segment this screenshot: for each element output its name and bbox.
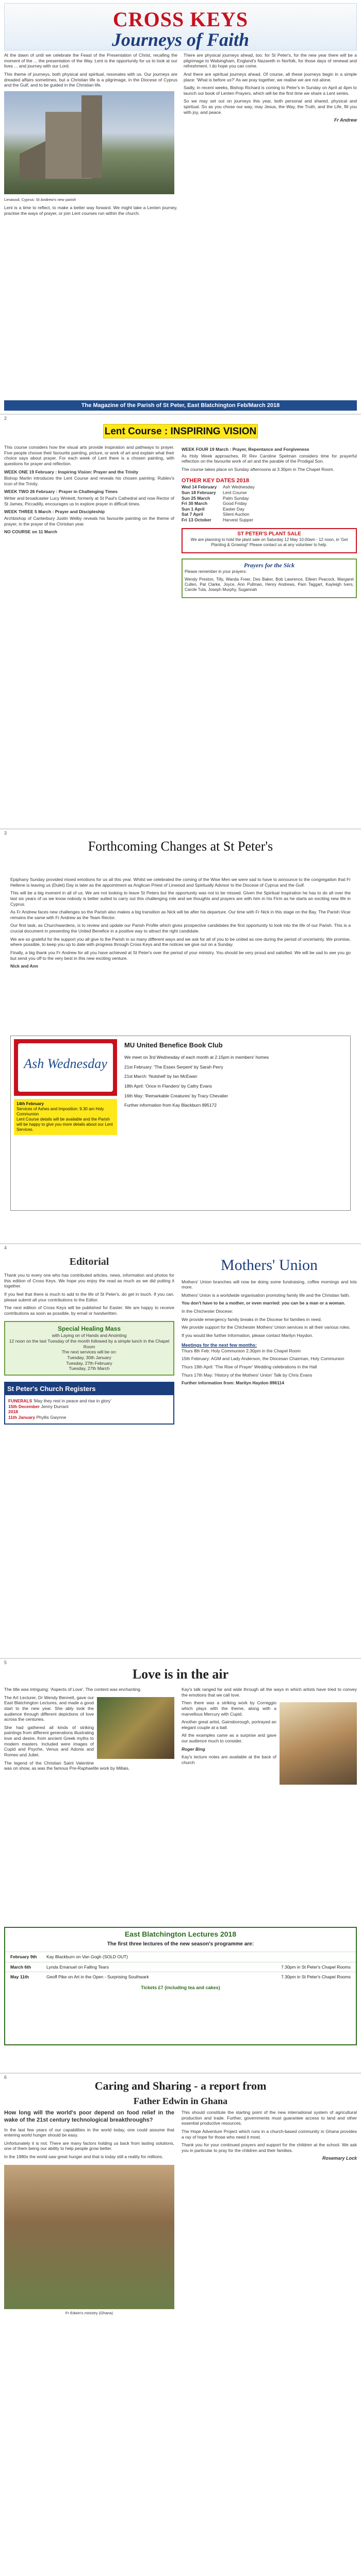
changes-para: Our first task, as Churchwardens, is to review and update our Parish Profile which gives prospective candidates the first opportunity to look into the life of our Parish. This is a crucial document in presenting the United Benefice in a positive way to attract the right candidate. [10, 923, 351, 934]
key-date-row: Fri 13 October Harvest Supper [182, 517, 254, 522]
book-club-list [124, 1055, 269, 1112]
changes-signature: Nick and Ann [10, 963, 38, 969]
lent-intro: This course considers how the visual arts provide inspiration and pathways to prayer. Five people choose their favourite painting, picture, or work of art and explain what their choice says about prayer. For each week of Lent there is a chosen painting, with questions for prayer and reflection. [4, 445, 174, 466]
key-dates-list [182, 484, 357, 522]
lent-right-column [182, 445, 357, 598]
meeting-item: Thurs 17th May: 'History of the Mothers' Union' Talk by Chris Evans [182, 1372, 313, 1378]
healing-mass-title: Special Healing Mass [57, 1325, 121, 1333]
editorial-column [4, 1256, 174, 1425]
week-heading: WEEK FOUR 19 March : Prayer, Repentance and Forgiveness [182, 447, 309, 452]
editorial-para: If you feel that there is much to add to the life of St Peter's, do get in touch. If you can, please submit all your contributions to the Editor. [4, 1291, 174, 1302]
key-date-row: Wed 14 February Ash Wednesday [182, 484, 255, 490]
meeting-item: Thurs 8th Feb: Holy Communion 2.30pm in the Chapel Room [182, 1348, 301, 1353]
course-note: The course takes place on Sunday afternoons at 3.30pm in The Chapel Room. [182, 466, 335, 472]
lectures-subtitle: The first three lectures of the new season's programme are: [107, 1941, 254, 1947]
week-text: Archbishop of Canterbury Justin Welby reveals his favourite painting on the theme of prayer, in the prayer of the Christian year. [4, 515, 174, 527]
lent-left-column [4, 445, 174, 536]
ash-book-box [10, 1036, 351, 1211]
page-5 [0, 1659, 361, 2074]
ghana-title: Caring and Sharing - a report from [94, 2079, 267, 2092]
prayers-names: Wendy Preston, Tilly, Wanda Freer, Des Baker, Bob Lawrence, Eileen Peacock, Margaret Cullen, Pat Clarke, Joyce, Ann Pullman, Henry Andrews, Pam Taggart, Kayleigh Ivers, Carole Tula, Joseph Murphy, Sugannah [185, 577, 354, 592]
ash-wednesday-logo: Ash Wednesday [14, 1039, 117, 1096]
love-left-column: The title was intriguing: 'Aspects of Love'. The content was enchanting. The Art Lecturer, Dr Wendy Bennett, gave our East Blatchington Lectures, and made a good start to the new year. She ably took the audience through different depictions of love across the centuries. She had gathered all kinds of striking paintings from different generations illustrating love and desire, from ancient Greek myths to modern masters. Included were images of Cupid and Psyche, Venus and Adonis and Romeo and Juliet. The legend of the Christian Saint Valentine was on show, as was the famous Pre-Raphaelite work by Millais. [4, 1687, 174, 1774]
mothers-union-column: Mothers' Union Mothers' Union branches will now be doing some fundraising, coffee mornings and lots more. Mothers' Union is a worldwide organisation promoting family life and the Christian faith. You don't have to be a mother, or even married: you can be a man or a woman. In the Chichester Diocese: We provide emergency family breaks in the Diocese for families in need. We provide support for the Chichester Mothers' Union services in all their various roles. If you would like further information, please contact Marilyn Haydon. Meetings for the next few months: Thurs 8th Feb: Holy Communion 2.30pm in the Chapel Room 15th February: AGM and Lady Anderson, the Diocesan Chairman, Holy Communion Thurs 19th April: 'The Rise of Prayer' Wedding celebrations in the Hall Thurs 17th May: 'History of the Mothers' Union' Talk by Chris Evans Further information from: Marilyn Haydon 896114 [182, 1257, 357, 1386]
editorial-para: Thank you to every one who has contributed articles, news, information and photos for this edition of Cross Keys. We hope you enjoy the read as much as we did putting it together. [4, 1273, 174, 1289]
changes-para: Finally, a big thank you Fr Andrew for all you have achieved at St Peter's over the period of your ministry. You should be very proud and satisfied. We will be sad to see you go but send you off to the very best in this new exciting venture. [10, 950, 351, 961]
ghana-left-column: How long will the world's poor depend on food relief in the wake of the 21st century technological breakthroughs? In the last few years of our capabilities in the world today, one could assume that entering world hunger should be easy. Unfortunately it is not. There are many factors holding us back from lasting solutions, one of them being our ability to help people grow better. In the 1980s the world saw great hunger and that is today still a reality for millions. Fr Edwin's ministry (Ghana) [4, 2110, 174, 2315]
right-para-1: There are physical journeys ahead, too: for St Peter's, for the new year there will be a pilgrimage to Walsingham, England's Nazareth in Norfolk, for those days of renewal and refreshment. I do hope you can come. [184, 53, 357, 69]
lecture-row: March 6th Lynda Emanuel on Falling Tears 7.30pm in St Peter's Chapel Rooms [5, 1962, 356, 1972]
page-number: 2 [4, 416, 7, 421]
love-signature: Roger Bing [182, 1746, 205, 1752]
prayers-title: Prayers for the Sick [243, 562, 295, 569]
mothers-union-title: Mothers' Union [221, 1257, 318, 1274]
love-right-column: Kay's talk ranged far and wide through all the ways in which artists have tried to convey the emotions that we call love. Then there was a striking work by Correggio which plays with the theme, along with a marvellous Mercury with Cupid. Another great artist, Gainsborough, portrayed an elegant couple at a ball. All the examples came as a surprise and gave our audience much to consider. Roger Bing Kay's lecture notes are available at the back of church [182, 1687, 357, 1787]
book-club-intro: We meet on 3rd Wednesday of each month at 2.15pm in members' homes [124, 1055, 269, 1060]
changes-title: Forthcoming Changes at St Peter's [88, 839, 273, 854]
mu-contact: Further information from: Marilyn Haydon 896114 [182, 1380, 284, 1386]
book-item: 21st February: 'The Essex Serpent' by Sarah Perry [124, 1064, 223, 1070]
intro-para-1: At the dawn of until we celebrate the Feast of the Presentation of Christ, recalling the moment of the ... the presentation of the Way. Lent is the opportunity for us to look at our lives ... and journey with our Lord. [4, 53, 177, 69]
registers-box: St Peter's Church Registers FUNERALS 'May they rest in peace and rise in glory' 15th December Jenny Durrant 2018 11th January Phyllis Gwynne [4, 1382, 174, 1425]
key-date-row: Sun 1 April Easter Day [182, 506, 245, 512]
signature: Fr Andrew [334, 117, 357, 123]
magazine-title: CROSS KEYS [112, 8, 249, 31]
week-text: As Holy Week approaches, Rt Rev Caroline Spelman considers time for prayerful reflection on the favourite work of art and the parable of the Prodigal Son. [182, 453, 357, 464]
week-text: Writer and broadcaster Lucy Winkett, formerly at St Paul's Cathedral and now Rector of St James, Piccadilly, encourages us to explore prayer in difficult times. [4, 496, 174, 506]
lecture-tickets: Tickets £7 (including tea and cakes) [141, 1985, 220, 1990]
ghana-signature: Rosemary Lock [322, 2156, 357, 2161]
editorial-title: Editorial [69, 1256, 109, 1267]
magazine-subtitle: Journeys of Faith [111, 29, 250, 50]
week-heading: WEEK TWO 26 February : Prayer in Challenging Times [4, 489, 118, 495]
changes-article [10, 877, 351, 972]
healing-mass-box: Special Healing Mass with Laying on of Hands and Anointing 12 noon on the last Tuesday of the month followed by a simple lunch in the Chapel Room The next services will be on: Tuesday, 30th January Tuesday, 27th February Tuesday, 27th March [4, 1321, 174, 1375]
editorial-para: The next edition of Cross Keys will be published for Easter. We are happy to receive contributions as soon as possible, by email or handwritten. [4, 1305, 174, 1316]
lectures-title: East Blatchington Lectures 2018 [124, 1930, 237, 1938]
page-number: 6 [4, 2075, 7, 2080]
lent-course-banner: Lent Course : INSPIRING VISION [103, 424, 258, 438]
prayers-box [182, 558, 357, 598]
right-para-4: So we may set out on journeys this year, both personal and shared, physical and spiritual. So as you chose our way, may Jesus, the Way, the Truth, and the Life, fill you with joy, and peace. [184, 98, 357, 115]
plant-sale-title: ST PETER'S PLANT SALE [237, 531, 301, 537]
page-number: 4 [4, 1245, 7, 1250]
key-date-row: Sun 18 February Lent Course [182, 489, 247, 495]
week-text: Bishop Martin introduces the Lent Course and reveals his chosen painting: Rublev's Icon of the Trinity. [4, 476, 174, 486]
painting-image [97, 1697, 174, 1759]
book-item: 21st March: 'Nutshell' by Ian McEwan [124, 1074, 198, 1079]
registers-title: St Peter's Church Registers [5, 1383, 173, 1395]
photo-caption: Limassol, Cyprus: St Andrew's new parish [4, 197, 76, 202]
key-date-row: Fri 30 March Good Friday [182, 501, 247, 506]
love-title: Love is in the air [132, 1667, 229, 1682]
changes-para: Epiphany Sunday provided mixed emotions for us all this year. Whilst we celebrated the coming of the Wise Men we were sad to have to announce to the congregation that Fr Hellene is leaving us (Dulet) Day is later as the appointment as Anglican Priest of Linwood and Spiritually Advisor to the Diocese of Cyprus and the Gulf. [10, 877, 351, 888]
ghana-right-column: This should constitute the starting point of the new international system of agricultural production and trade. Further, governments must guarantee access to land and other essential productive resources. The Hope Adventure Project which runs in a church-based community in Ghana provides a ray of hope for those who need it most. Thank you for your continued prayers and support for the children at the school. We ask you in particular to pray for the children and their families. Rosemary Lock [182, 2110, 357, 2161]
page-number: 5 [4, 1660, 7, 1665]
intro-right-column [184, 53, 357, 124]
intro-para-3: Lent is a time to reflect, to make a better way forward. We might take a Lenten journey, practise the ways of prayer, or join Lent courses run within the church. [4, 205, 177, 216]
book-item: Further information from Kay Blackburn 895172 [124, 1103, 217, 1108]
book-club-title: MU United Benefice Book Club [124, 1041, 223, 1049]
plant-sale-text: We are planning to hold the plant sale on Saturday 12 May 10.00am - 12 noon, in 'Get Planting & Growing!' Please contact us at any volunteer to help. [190, 537, 348, 548]
ghana-lead: How long will the world's poor depend on food relief in the wake of the 21st century technological breakthroughs? [4, 2110, 174, 2123]
week-heading: WEEK ONE 19 February : Inspiring Vision: Prayer and the Trinity [4, 469, 139, 474]
page-6 [0, 2074, 361, 2576]
plant-sale-box [182, 528, 357, 554]
page-4 [0, 1244, 361, 1659]
key-dates-title: OTHER KEY DATES 2018 [182, 477, 250, 484]
changes-para: We are so grateful for the support you all give to the Parish in so many different ways and we ask for all of you to be united as one during the period of uncertainty. We promise, where possible, to keep you up to date with progress through Cross Keys and the notices we give out on a Sunday. [10, 936, 351, 947]
lectures-box [4, 1927, 357, 2045]
key-date-row: Sun 25 March Palm Sunday [182, 495, 249, 501]
lecture-row: May 11th Geoff Pike on Art in the Open - Surprising Southwark 7.30pm in St Peter's Chapel Rooms [5, 1972, 356, 1982]
prayers-intro: Please remember in your prayers: [185, 569, 247, 574]
changes-para: As Fr Andrew faces new challenges so the Parish also makes a big transition as Nick will be after his departure. Our time with Fr Nick in this stage on the Bay. The Parish Vicar remains the same with Fr Andrew as the Team Rector. [10, 909, 351, 920]
meetings-heading: Meetings for the next few months: [182, 1342, 257, 1348]
intro-left-column [4, 53, 177, 218]
changes-para: This will be a big moment in all of us. We are not looking to leave St Peters but the opportunity was not to be missed. Given the Spiritual Inspiration he has to do all over the last six years of us we know nobody is better suited to carry out this challenging role and we thoughts and prayers are with him in his Firm as he starts an exciting new life in Cyprus. [10, 890, 351, 907]
lecture-row: February 9th Kay Blackburn on Van Gogh (SOLD OUT) [5, 1952, 356, 1962]
key-date-row: Sat 7 April Silent Auction [182, 512, 250, 517]
intro-para-2: This theme of journeys, both physical and spiritual, resonates with us. Our journeys are dreaded affairs sometimes, but a Christian life is a pilgrimage, in the Diocese of Cyprus and the Gulf, and to be guided in the Christian life. [4, 71, 177, 88]
book-item: 16th May: 'Remarkable Creatures' by Tracy Chevalier [124, 1093, 228, 1098]
ghana-subtitle: Father Edwin in Ghana [133, 2096, 228, 2106]
magazine-footer: The Magazine of the Parish of St Peter, East Blatchington Feb/March 2018 [4, 400, 357, 411]
page-3 [0, 829, 361, 1244]
page-2 [0, 415, 361, 829]
page-number: 3 [4, 831, 7, 836]
painting-image [280, 1702, 357, 1785]
week-heading: WEEK THREE 5 March : Prayer and Discipleship [4, 509, 105, 515]
no-course-note: NO COURSE on 11 March [4, 529, 57, 535]
ash-wednesday-info: 14th February Services of Ashes and Imposition: 9.30 am Holy Communion Lent Course details will be available and the Parish will be happy to give you more details about our Lent Services. [14, 1099, 117, 1135]
meeting-item: Thurs 19th April: 'The Rise of Prayer' Wedding celebrations in the Hall [182, 1364, 317, 1369]
page-1 [0, 0, 361, 415]
right-para-3: Sadly, in recent weeks, Bishop Richard is coming to Peter's in Sunday on April at 4pm to launch our book of Lenten Prayers, which will be the first time we share a Lent series. [184, 85, 357, 96]
masthead [4, 3, 357, 50]
ghana-photo-caption: Fr Edwin's ministry (Ghana) [65, 2310, 113, 2315]
church-photo [4, 91, 174, 194]
right-para-2: And there are spiritual journeys ahead. Of course, all these journeys begin in a simple place: 'What is before us?' As we pray together, we realise we are not alone. [184, 71, 357, 82]
book-item: 18th April: 'Once in Flanders' by Cathy Evans [124, 1083, 212, 1089]
ghana-photo [4, 2165, 174, 2309]
meeting-item: 15th February: AGM and Lady Anderson, the Diocesan Chairman, Holy Communion [182, 1356, 344, 1362]
